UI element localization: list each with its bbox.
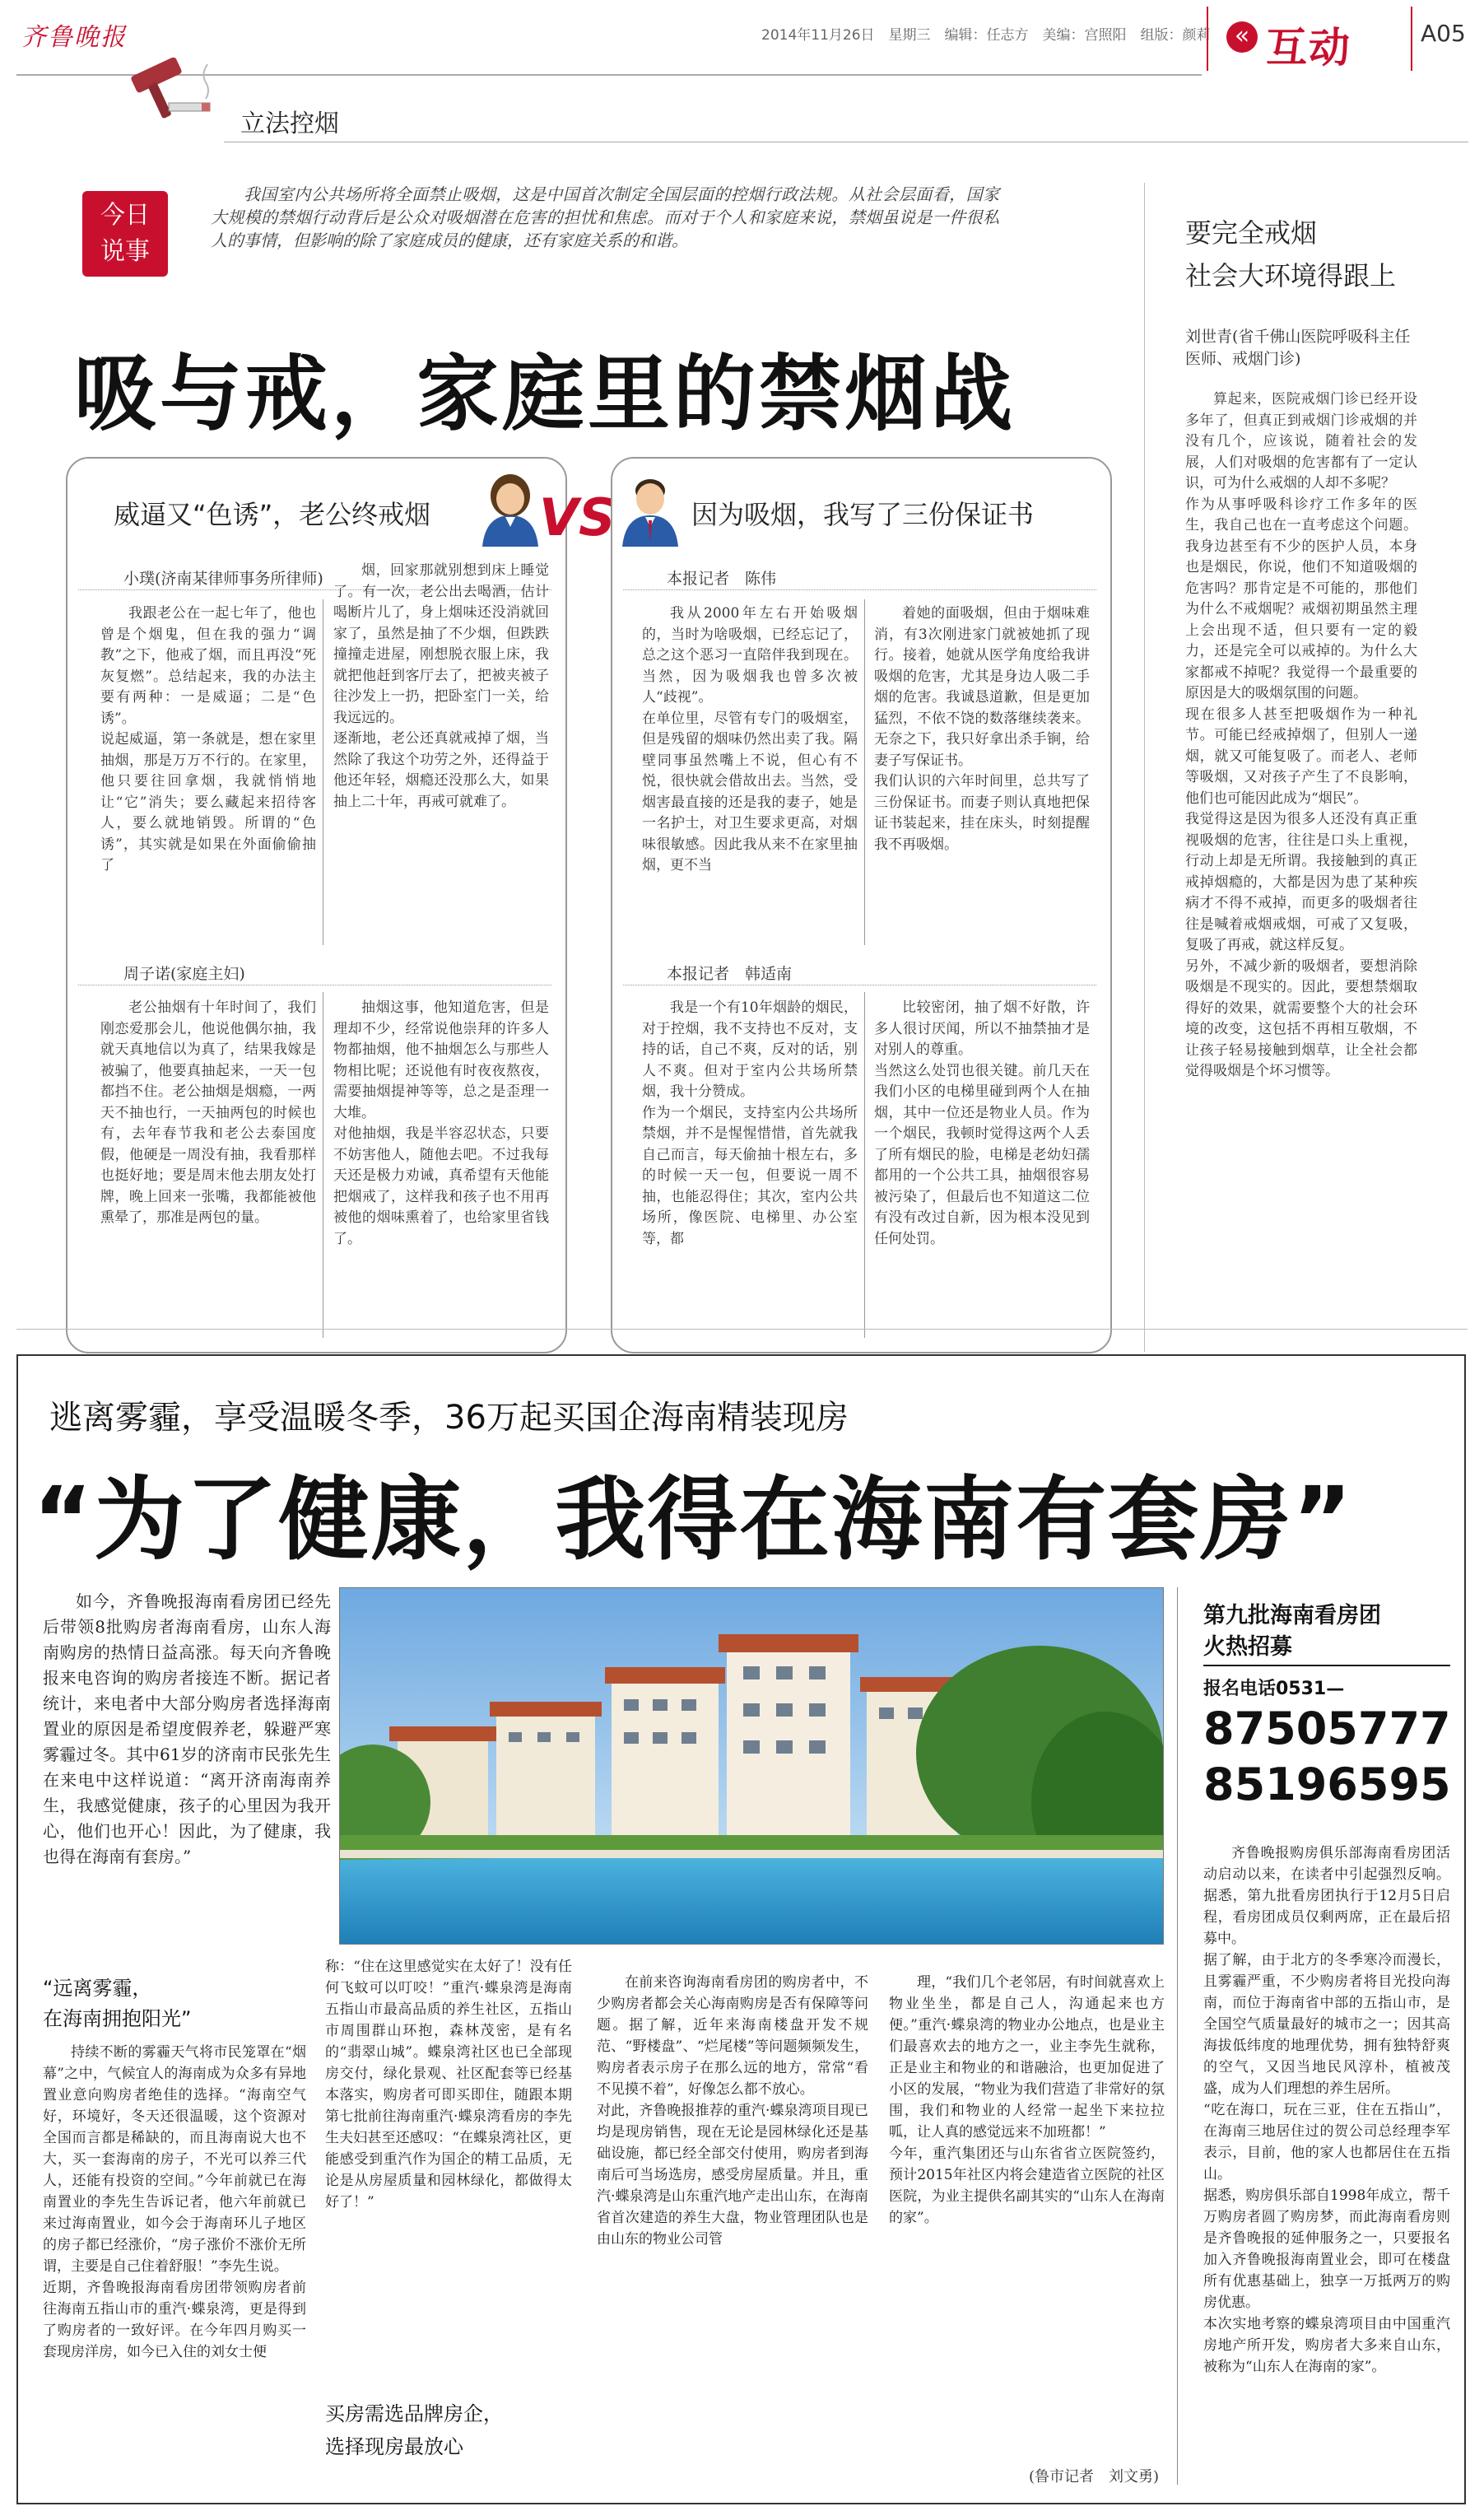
sidebar-divider xyxy=(1144,183,1145,1352)
ad-subhead-1-line1: “远离雾霾， xyxy=(43,1977,152,2000)
ad-box-title-2: 火热招募 xyxy=(1203,1634,1292,1660)
section-title: 互动 xyxy=(1266,24,1351,72)
column-title: 立法控烟 xyxy=(240,109,339,138)
section-divider-2 xyxy=(1411,7,1412,71)
right-author-1-rule xyxy=(623,589,1096,590)
ad-subhead-2-line2: 选择现房最放心 xyxy=(325,2435,463,2458)
right-author-2: 本报记者 韩适南 xyxy=(667,965,793,983)
left-story-part2-col1: 老公抽烟有十年时间了，我们刚恋爱那会儿，他说他偶尔抽，我就天真地信以为真了，结果我嫁是被骗了，他要真抽起来，一天一包都挡不住。老公抽烟是烟瘾，一两天不抽也行，一天抽两包的时候也有，去年春节我和老公去泰国度假，他硬是一周没有抽，我看那样也挺好地；要是周末他去朋友处打牌，晚上回来一张嘴，我都能被他熏晕了，那准是两包的量。 xyxy=(100,999,316,1226)
ad-subhead-1-line2: 在海南拥抱阳光” xyxy=(43,2007,192,2030)
intro-tag-line2: 说事 xyxy=(100,237,150,266)
ad-lead: 如今，齐鲁晚报海南看房团已经先后带领8批购房者海南看房，山东人海南购房的热情日益高涨。每天向齐鲁晚报来电咨询的购房者接连不断。据记者统计，来电者中大部分购房者选择海南置业的原因是希望度假养老，躲避严寒雾霾过冬。其中61岁的济南市民张先生在来电中这样说道：“离开济南海南养生，我感觉健康，孩子的心里因为我开心，他们也开心！因此，为了健康，我也得在海南有套房。” xyxy=(43,1591,331,1866)
intro-tag-line1: 今日 xyxy=(100,201,150,230)
ad-kicker: 逃离雾霾，享受温暖冬季，36万起买国企海南精装现房 xyxy=(49,1399,849,1437)
left-story-part1-col2: 烟，回家那就别想到床上睡觉了。有一次，老公出去喝酒，估计喝断片儿了，身上烟味还没消就回家了，虽然是抽了不少烟，但跌跌撞撞走进屋，刚想脱衣服上床，我就把他赶到客厅去了，把被夹被子往沙发上一扔，把卧室门一关，给我远远的。 逐渐地，老公还真就戒掉了烟，当然除了我这个功劳之外，还得益于他还年轻，烟瘾还没那么大，如果抽上二十年，再戒可就难了。 xyxy=(333,562,549,810)
page-headline: 吸与戒，家庭里的禁烟战 xyxy=(74,346,1016,442)
newspaper-logo: 齐鲁晚报 xyxy=(21,23,127,52)
sidebar-text: 算起来，医院戒烟门诊已经开设多年了，但真正到戒烟门诊戒烟的并没有几个，应该说，随着社会的发展，人们对吸烟的危害都有了一定认识，可为什么戒烟的人却不多呢？ 作为从事呼吸科诊疗工作多年的医生，我自己也在一直考虑这个问题。我身边甚至有不少的医护人员，本身也是烟民，你说，他们不知道吸烟的危害吗？那肯定是不可能的，那他们为什么不戒烟呢？戒烟初期虽然主理上会出现不适，但只要有一定的毅力，还是完全可以戒掉的。为什么大家都戒不掉呢？我觉得一个最重要的原因是大的吸烟氛围的问题。 现在很多人甚至把吸烟作为一种礼节。可能已经戒掉烟了，但别人一递烟，就又可能复吸了。而老人、老师等吸烟，又对孩子产生了不良影响，他们也可能因此成为“烟民”。 我觉得这是因为很多人还没有真正重视吸烟的危害，往往是口头上重视，行动上却是无所谓。我接触到的真正戒掉烟瘾的，大都是因为患了某种疾病才不得不戒掉，而更多的吸烟者往往是喊着戒烟戒烟，可戒了又复吸，复吸了再戒，就这样反复。 另外，不减少新的吸烟者，要想消除吸烟是不现实的。因此，要想禁烟取得好的效果，就需要整个大的社会环境的改变，这包括不再相互敬烟，不让孩子轻易接触到烟草，让全社会都觉得吸烟是个坏习惯等。 xyxy=(1185,391,1417,1079)
right-col-divider xyxy=(864,599,865,945)
ad-phone-label: 报名电话0531— xyxy=(1203,1679,1345,1699)
ad-col-3: 在前来咨询海南看房团的购房者中，不少购房者都会关心海南购房是否有保障等问题。据了解，近年来海南楼盘开发不规范、“野楼盘”、“烂尾楼”等问题频频发生，购房者表示房子在那么远的地方，常常“看不见摸不着”，好像怎么都不放心。 对此，齐鲁晚报推荐的重汽·蝶泉湾项目现已均是现房销售，现在无论是园林绿化还是基础设施，都已经全部交付使用，购房者到海南后可当场选房，感受房屋质量。并且，重汽·蝶泉湾是山东重汽地产走出山东，在海南省首次建造的养生大盘，物业管理团队也是由山东的物业公司管 xyxy=(597,1974,868,2248)
left-story-part2-col2: 抽烟这事，他知道危害，但是理却不少，经常说他崇拜的许多人物都抽烟，他不抽烟怎么与那些人物相比呢；还说他有时夜夜熬夜，需要抽烟提神等等，总之是歪理一大堆。 对他抽烟，我是半容忍状态，只要不妨害他人，随他去吧。不过我每天还是极力劝诫，真希望有天他能把烟戒了，这样我和孩子也不用再被他的烟味熏着了，也给家里省钱了。 xyxy=(333,999,549,1247)
left-author-1: 小璞(济南某律师事务所律师) xyxy=(123,570,323,588)
ad-phone-2: 85196595 xyxy=(1203,1759,1451,1810)
right-story-part1-col1: 我从2000年左右开始吸烟的，当时为啥吸烟，已经忘记了，总之这个恶习一直陪伴我到现在。当然，因为吸烟我也曾多次被人“歧视”。 在单位里，尽管有专门的吸烟室，但是残留的烟味仍然出卖了我。隔壁同事虽然嘴上不说，但心有不悦，很快就会借故出去。当然，受烟害最直接的还是我的妻子，她是一名护士，对卫生要求更高，对烟味很敏感。因此我从来不在家里抽烟，更不当 xyxy=(642,605,858,873)
ad-box-title-1: 第九批海南看房团 xyxy=(1203,1603,1381,1628)
right-story-part1-col2: 着她的面吸烟，但由于烟味难消，有3次刚进家门就被她抓了现行。接着，她就从医学角度给我讲吸烟的危害，尤其是身边人吸二手烟的危害。我诚恳道歉，但是更加猛烈，不依不饶的数落继续袭来。无奈之下，我只好拿出杀手锏，给妻子写保证书。 我们认识的六年时间里，总共写了三份保证书。而妻子则认真地把保证书装起来，挂在床头，时刻提醒我不再吸烟。 xyxy=(874,605,1090,853)
ad-col-2: 称：“住在这里感觉实在太好了！没有任何飞蚊可以叮咬！”重汽·蝶泉湾是海南五指山市最高品质的养生社区，五指山市周围群山环抱，森林茂密，是有名的“翡翠山城”。蝶泉湾社区也已全部现房交付，绿化景观、社区配套等已经基本落实，购房者可即买即住，随跟本期第七批前往海南重汽·蝶泉湾看房的李先生夫妇甚至还感叹：“在蝶泉湾社区，更能感受到重汽作为国企的精工品质，无论是从房屋质量和园林绿化，都做得太好了！” xyxy=(325,1959,572,2211)
left-story-title: 威逼又“色诱”，老公终戒烟 xyxy=(114,499,431,530)
section-divider xyxy=(1207,7,1208,71)
vs-label: VS xyxy=(539,487,616,547)
sidebar-title-line2: 社会大环境得跟上 xyxy=(1185,260,1397,291)
right-story-title: 因为吸烟，我写了三份保证书 xyxy=(691,499,1035,530)
page-number: A05 xyxy=(1421,20,1466,47)
sidebar-title-line1: 要完全戒烟 xyxy=(1185,217,1318,249)
intro-tag xyxy=(82,191,168,277)
right-story-part2-col1: 我是一个有10年烟龄的烟民，对于控烟，我不支持也不反对，支持的话，自己不爽，反对的话，别人不爽。但对于室内公共场所禁烟，我十分赞成。 作为一个烟民，支持室内公共场所禁烟，并不是惺惺惜惜，首先就我自己而言，每天偷抽十根左右，多的时候一天一包，但要说一周不抽，也能忍得住；其次，室内公共场所，像医院、电梯里、办公室等，都 xyxy=(642,999,858,1247)
ad-col-4: 理，“我们几个老邻居，有时间就喜欢上物业坐坐，都是自己人，沟通起来也方便。”重汽·蝶泉湾的物业办公地点，也是业主们最喜欢去的地方之一，业主李先生就称，正是业主和物业的和谐融洽，也更加促进了小区的发展，“物业为我们营造了非常好的氛围，我们和物业的人经常一起坐下来拉拉呱，让人真的感觉远来不加班都！” 今年，重汽集团还与山东省省立医院签约，预计2015年社区内将会建造省立医院的社区医院，为业主提供名副其实的“山东人在海南的家”。 xyxy=(889,1974,1165,2226)
ad-box-rule xyxy=(1203,1665,1450,1666)
masthead xyxy=(0,0,1484,148)
left-author-2: 周子诺(家庭主妇) xyxy=(123,965,245,983)
right-story-part2-col2: 比较密闭，抽了烟不好散，许多人很讨厌闻，所以不抽禁抽才是对别人的尊重。 当然这么处罚也很关键。前几天在我们小区的电梯里碰到两个人在抽烟，其中一位还是物业人员。作为一个烟民，我顿时觉得这两个人丢了所有烟民的脸，电梯是老幼妇孺都用的一个公共工具，抽烟很容易被污染了，但最后也不知道这二位有没有改过自新，因为根本没见到任何处罚。 xyxy=(874,999,1090,1247)
ad-subhead-2-line1: 买房需选品牌房企， xyxy=(325,2402,503,2425)
intro-text: 我国室内公共场所将全面禁止吸烟，这是中国首次制定全国层面的控烟行政法规。从社会层面看，国家大规模的禁烟行动背后是公众对吸烟潜在危害的担忧和焦虑。而对于个人和家庭来说，禁烟虽说是一件很私人的事情，但影响的除了家庭成员的健康，还有家庭关系的和谐。 xyxy=(211,184,999,250)
ad-right-divider xyxy=(1177,1587,1178,2485)
ad-headline: “为了健康，我得在海南有套房” xyxy=(33,1467,1354,1572)
section-separator xyxy=(16,1329,1468,1330)
ad-right-col: 齐鲁晚报购房俱乐部海南看房团活动启动以来，在读者中引起强烈反响。据悉，第九批看房团执行于12月5日启程，看房团成员仅剩两席，正在最后招募中。 据了解，由于北方的冬季寒冷而漫长，且雾霾严重，不少购房者将目光投向海南，而位于海南省中部的五指山市，是全国空气质量最好的城市之一；因其高海拔低纬度的地理优势，拥有独特舒爽的空气，又因当地民风淳朴，植被茂盛，成为人们理想的养生居所。 “吃在海口，玩在三亚，住在五指山”，在海南三地居住过的贺公司总经理李军表示，目前，他的家人也都居住在五指山。 据悉，购房俱乐部自1998年成立，帮千万购房者圆了购房梦，而此海南看房则是齐鲁晚报的延伸服务之一，只要报名加入齐鲁晚报海南置业会，即可在楼盘所有优惠基础上，独享一万抵两万的购房优惠。 本次实地考察的蝶泉湾项目由中国重汽房地产所开发，购房者大多来自山东，被称为“山东人在海南的家”。 xyxy=(1203,1845,1450,2375)
gavel-icon xyxy=(123,58,214,123)
left-story-part1-col1: 我跟老公在一起七年了，他也曾是个烟鬼，但在我的强力“调教”之下，他戒了烟，而且再没“死灰复燃”。总结起来，我的办法主要有两种：一是威逼；二是“色诱”。 说起威逼，第一条就是，想在家里抽烟，那是万万不行的。在家里，他只要往回拿烟，我就悄悄地让“它”消失；要么藏起来招待客人，要么就地销毁。所谓的“色诱”，其实就是如果在外面偷偷抽了 xyxy=(100,605,316,873)
woman-avatar-icon xyxy=(477,471,543,550)
ad-reporter: (鲁市记者 刘文勇) xyxy=(1029,2468,1160,2485)
resort-photo xyxy=(339,1587,1164,1945)
section-chevron-icon: « xyxy=(1226,21,1258,53)
right-col-divider-2 xyxy=(864,992,865,1338)
ad-phone-1: 87505777 xyxy=(1203,1703,1451,1754)
issue-meta: 2014年11月26日 星期三 编辑：任志方 美编：宫照阳 组版：颜莉 xyxy=(761,27,1211,44)
ad-col-1: 持续不断的雾霾天气将市民笼罩在“烟幕”之中，气候宜人的海南成为众多有异地置业意向购房者绝佳的选择。“海南空气好，环境好，冬天还很温暖，这个资源对全国而言都是稀缺的，而且海南说大也不大，买一套海南的房子，不光可以养三代人，还能有投资的空间。”今年前就已在海南置业的李先生告诉记者，他六年前就已来过海南置业，如今会于海南环儿子地区的房子都已经涨价，“房子涨价不涨价无所谓，主要是自己住着舒服！”李先生说。 近期，齐鲁晚报海南看房团带领购房者前往海南五指山市的重汽·蝶泉湾，更是得到了购房者的一致好评。在今年四月购买一套现房洋房，如今已入住的刘女士便 xyxy=(43,2044,306,2360)
sidebar-byline: 刘世青(省千佛山医院呼吸科主任医师、戒烟门诊) xyxy=(1185,328,1411,368)
right-author-1: 本报记者 陈伟 xyxy=(667,570,777,588)
